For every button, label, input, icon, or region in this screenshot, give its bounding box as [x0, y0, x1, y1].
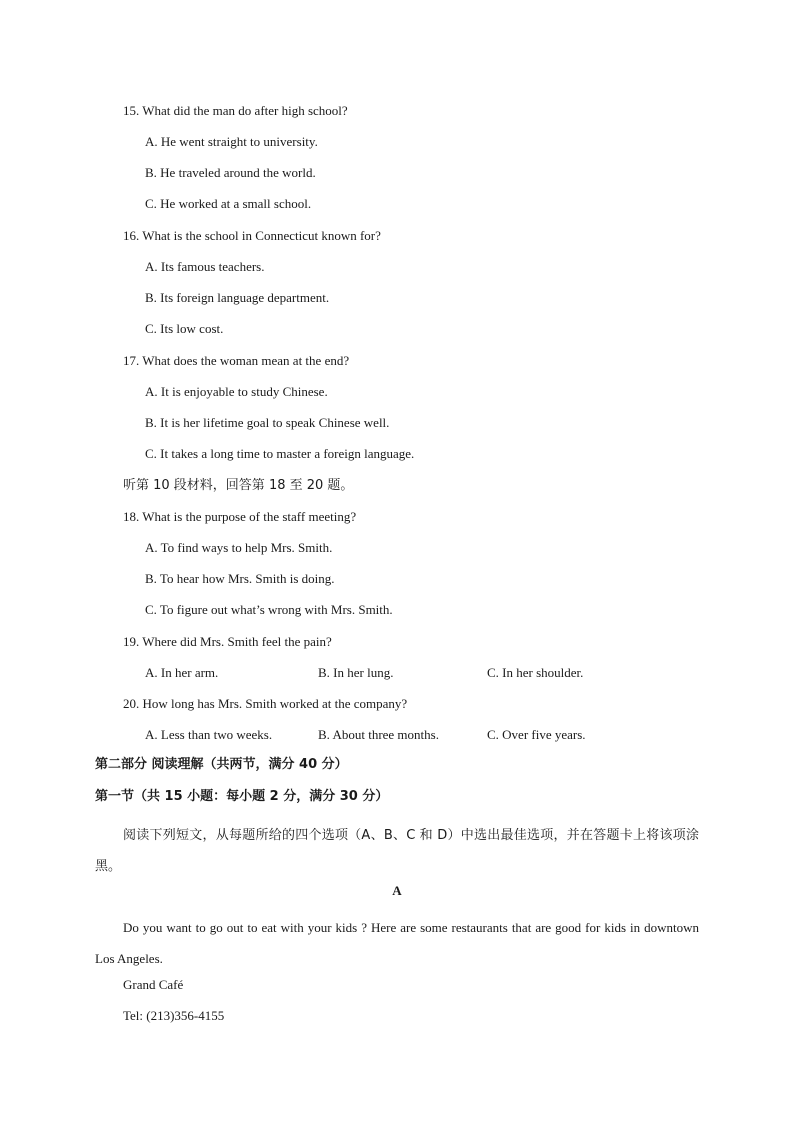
question-16-option-b: B. Its foreign language department.	[145, 290, 330, 305]
question-16-option-c: C. Its low cost.	[145, 321, 224, 336]
restaurant-tel: Tel: (213)356-4155	[123, 1008, 225, 1023]
question-17-stem: 17. What does the woman mean at the end?	[123, 353, 350, 368]
listening-instruction: 听第 10 段材料，回答第 18 至 20 题。	[123, 478, 354, 493]
question-18-stem: 18. What is the purpose of the staff meeting?	[123, 509, 357, 524]
reading-directions: 阅读下列短文，从每题所给的四个选项（A、B、C 和 D）中选出最佳选项，并在答题卡上将该项涂黑。	[95, 828, 699, 874]
question-18-option-b: B. To hear how Mrs. Smith is doing.	[145, 571, 335, 586]
question-15-stem: 15. What did the man do after high school?	[123, 103, 348, 118]
question-15-option-c: C. He worked at a small school.	[145, 196, 312, 211]
question-19-option-a: A. In her arm.	[145, 665, 219, 680]
question-17-option-b: B. It is her lifetime goal to speak Chinese well.	[145, 415, 390, 430]
question-20-option-c: C. Over five years.	[487, 727, 586, 742]
question-20-stem: 20. How long has Mrs. Smith worked at the company?	[123, 696, 408, 711]
question-20-option-a: A. Less than two weeks.	[145, 727, 273, 742]
question-20-option-b: B. About three months.	[318, 727, 439, 742]
question-16-option-a: A. Its famous teachers.	[145, 259, 265, 274]
question-19-stem: 19. Where did Mrs. Smith feel the pain?	[123, 634, 332, 649]
question-18-option-a: A. To find ways to help Mrs. Smith.	[145, 540, 333, 555]
reading-part-title: 第二部分 阅读理解（共两节，满分 40 分）	[95, 757, 348, 772]
question-16-stem: 16. What is the school in Connecticut known for?	[123, 228, 381, 243]
question-17-option-c: C. It takes a long time to master a foreign language.	[145, 446, 415, 461]
restaurant-name: Grand Café	[123, 977, 184, 992]
question-15-option-b: B. He traveled around the world.	[145, 165, 316, 180]
question-19-option-b: B. In her lung.	[318, 665, 394, 680]
passage-intro: Do you want to go out to eat with your kids ? Here are some restaurants that are good for kids in downtown Los Angeles.	[95, 920, 699, 966]
question-17-option-a: A. It is enjoyable to study Chinese.	[145, 384, 328, 399]
question-19-option-c: C. In her shoulder.	[487, 665, 584, 680]
reading-section-title: 第一节（共 15 小题：每小题 2 分，满分 30 分）	[95, 789, 389, 804]
passage-label: A	[392, 883, 402, 898]
question-15-option-a: A. He went straight to university.	[145, 134, 318, 149]
question-18-option-c: C. To figure out what’s wrong with Mrs. Smith.	[145, 602, 393, 617]
